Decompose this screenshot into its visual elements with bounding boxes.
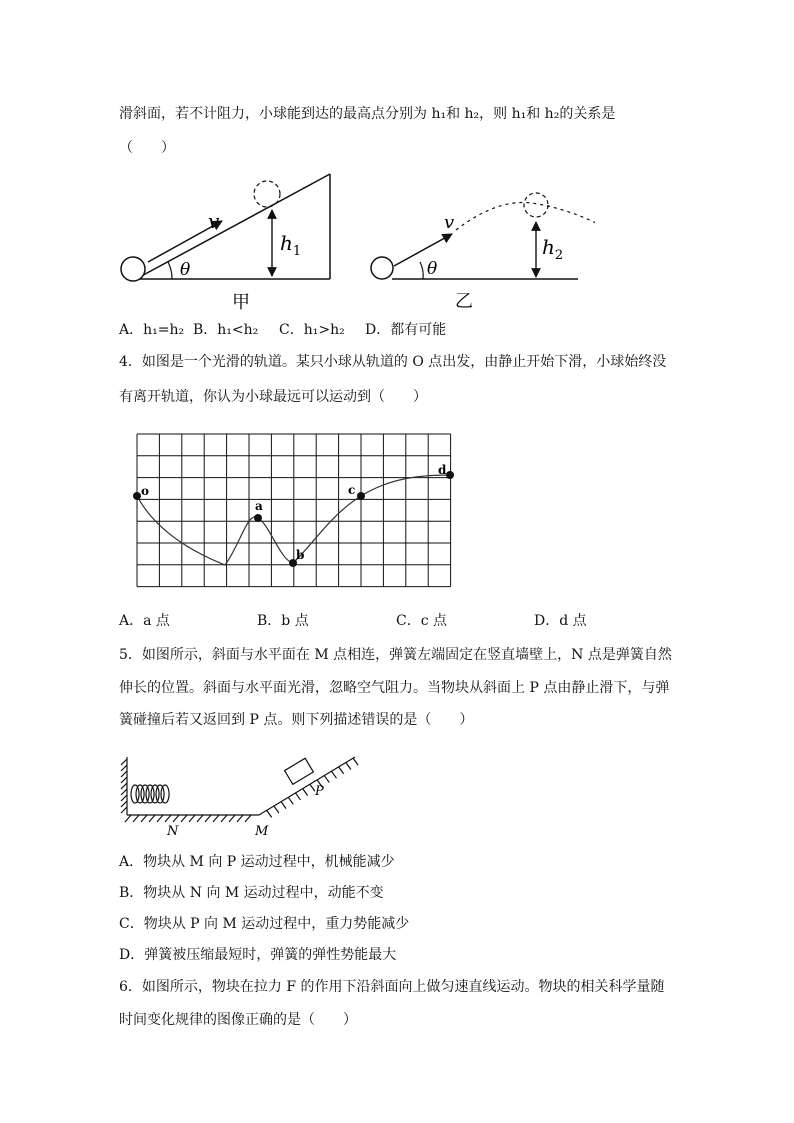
ball-icon [121,257,145,281]
figure-caption: 甲 [232,292,250,313]
point-d-label: d [438,463,447,477]
hatch-line [274,806,279,813]
q4-text-line1: 4．如图是一个光滑的轨道。某只小球从轨道的 O 点出发，由静止开始下滑，小球始终没 [119,354,667,370]
hatch-line [181,815,187,822]
q3-text-line2: （ ） [119,140,175,156]
dashed-ball-icon [524,193,548,217]
q3-text-line1: 滑斜面，若不计阻力，小球能到达的最高点分别为 h₁和 h₂，则 h₁和 h₂的关系是 [119,106,616,122]
q4-option-c[interactable]: C．c 点 [396,613,448,629]
q3-option-c[interactable]: C．h₁>h₂ [279,322,345,338]
hatch-line [213,815,219,822]
theta-label: θ [180,260,191,280]
hatch-line [121,795,127,801]
hatch-line [229,815,235,822]
hatch-line [121,801,127,807]
q3-figure-yi [360,182,595,313]
point-o-marker [133,492,141,500]
q5-text-line2: 伸长的位置。斜面与水平面光滑，忽略空气阻力。当物块从斜面上 P 点由静止滑下，与弹 [119,680,670,696]
label-n: N [167,824,179,839]
hatch-line [121,807,127,813]
hatch-line [295,793,300,800]
hatch-line [197,815,203,822]
figure-caption: 乙 [455,291,473,312]
point-a-label: a [255,499,263,513]
hatch-line [205,815,211,822]
hatch-line [141,815,147,822]
velocity-label: v [208,209,220,233]
dashed-ball-icon [254,181,280,207]
hatch-line [281,802,286,809]
hatch-line [125,815,131,822]
hatch-line [121,777,127,783]
hatch-line [121,789,127,795]
ball-icon [371,257,393,279]
hatch-line [157,815,163,822]
hatch-line [221,815,227,822]
q3-option-a[interactable]: A．h₁=h₂ [119,322,185,338]
q5-text-line3: 簧碰撞后若又返回到 P 点。则下列描述错误的是（ ） [119,712,474,728]
q4-track-figure [130,430,460,590]
hatch-line [303,789,308,796]
hatch-line [133,815,139,822]
svg-text:h1 [280,231,301,259]
q3-option-b[interactable]: B．h₁<h₂ [193,322,259,338]
hatch-line [173,815,179,822]
hatch-line [121,765,127,771]
hatch-line [121,783,127,789]
label-p: P [315,784,324,799]
height-subscript: 2 [554,248,564,263]
q5-text-line1: 5．如图所示，斜面与水平面在 M 点相连，弹簧左端固定在竖直墙壁上，N 点是弹簧自然 [119,647,672,663]
q4-option-b[interactable]: B．b 点 [257,613,309,629]
q3-option-d[interactable]: D．都有可能 [365,322,447,338]
hatch-line [288,797,293,804]
q4-option-a[interactable]: A．a 点 [119,613,170,629]
block-icon [285,758,314,784]
q6-text-line2: 时间变化规律的图像正确的是（ ） [119,1012,357,1028]
q5-option-d[interactable]: D．弹簧被压缩最短时，弹簧的弹性势能最大 [119,947,397,963]
hatch-line [353,758,358,765]
q5-option-a[interactable]: A．物块从 M 向 P 运动过程中，机械能减少 [119,854,395,870]
height-label: h [280,231,293,255]
hatch-line [331,771,336,778]
point-c-label: c [348,483,356,497]
svg-text:h2 [542,235,563,263]
point-a-marker [254,514,262,522]
q6-text-line1: 6．如图所示，物块在拉力 F 的作用下沿斜面向上做匀速直线运动。物块的相关科学量随 [119,979,665,995]
velocity-label: v [444,212,455,233]
hatch-line [149,815,155,822]
height-subscript: 1 [292,244,302,259]
q4-text-line2: 有离开轨道，你认为小球最远可以运动到（ ） [119,389,427,405]
hatch-line [121,759,127,765]
point-b-label: b [296,548,305,562]
q5-spring-figure [115,755,375,845]
hatch-line [237,815,243,822]
q4-option-d[interactable]: D．d 点 [534,613,587,629]
point-d-marker [446,471,454,479]
hatch-line [267,810,272,817]
theta-label: θ [427,259,438,279]
hatch-line [165,815,171,822]
height-label: h [542,235,555,259]
hatch-line [189,815,195,822]
label-m: M [255,824,269,839]
hatch-line [324,776,329,783]
point-c-marker [357,492,365,500]
q5-option-b[interactable]: B．物块从 N 向 M 运动过程中，动能不变 [119,885,384,901]
q5-option-c[interactable]: C．物块从 P 向 M 运动过程中，重力势能减少 [119,916,410,932]
hatch-line [121,771,127,777]
hatch-line [245,815,251,822]
point-o-label: o [141,484,150,498]
hatch-line [339,767,344,774]
q3-figure-jia [110,168,350,313]
hatch-line [346,763,351,770]
